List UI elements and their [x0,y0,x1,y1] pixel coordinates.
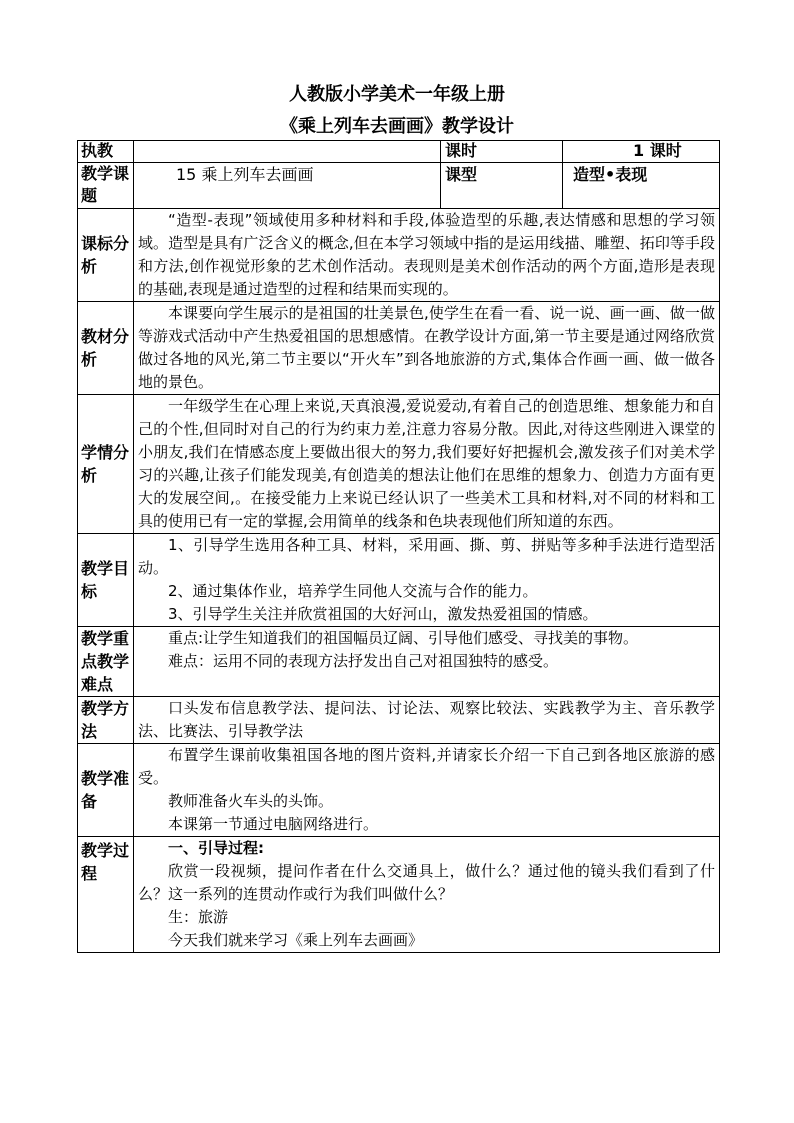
type-value: 造型•表现 [563,163,720,209]
zhunbei-row [78,744,720,837]
fangfa-text: 口头发布信息教学法、提问法、讨论法、观察比较法、实践教学为主、音乐教学法、比赛法、引导教学法 [138,699,715,740]
jiaocai-label: 教材分析 [78,302,134,395]
zhongdian-text: 重点:让学生知道我们的祖国幅员辽阔、引导他们感受、寻找美的事物。 [168,629,639,647]
guocheng-item-1: 欣赏一段视频，提问作者在什么交通具上，做什么？通过他的镜头我们看到了什么？这一系列的连贯动作或行为我们叫做什么？ [138,862,715,903]
zhongdian-label: 教学重点教学难点 [78,627,134,697]
kebiao-row [78,209,720,302]
zhongdian-row [78,627,720,697]
topic-row [78,163,720,209]
mubiao-row [78,534,720,627]
keshi-label: 课时 [441,141,563,163]
guocheng-label: 教学过程 [78,837,134,953]
jiaocai-row [78,302,720,395]
zhunbei-label: 教学准备 [78,744,134,837]
mubiao-item-3: 3、引导学生关注并欣赏祖国的大好河山，激发热爱祖国的情感。 [168,605,598,623]
kebiao-label: 课标分析 [78,209,134,302]
xueqing-text: 一年级学生在心理上来说,天真浪漫,爱说爱动,有着自己的创造思维、想象能力和自己的个性,但同时对自己的行为约束力差,注意力容易分散。因此,对待这些刚进入课堂的小朋友,我们在情感态度上要做出很大的努力,我们要好好把握机会,激发孩子们对美术学习的兴趣,让孩子们能发现美,有创造美的想法让他们在思维的想象力、创造力方面有更大的发展空间,。在接受能力上来说已经认识了一些美术工具和材料,对不同的材料和工具的使用已有一定的掌握,会用简单的线条和色块表现他们所知道的东西。 [138,397,715,530]
document-title: 人教版小学美术一年级上册 [289,84,505,105]
nandian-text: 难点：运用不同的表现方法抒发出自己对祖国独特的感受。 [168,652,559,670]
document-subtitle: 《乘上列车去画画》教学设计 [280,116,514,137]
fangfa-row [78,697,720,744]
guocheng-row [78,837,720,953]
type-label: 课型 [441,163,563,209]
fangfa-label: 教学方法 [78,697,134,744]
guocheng-item-3: 今天我们就来学习《乘上列车去画画》 [168,931,424,949]
zhunbei-item-1: 布置学生课前收集祖国各地的图片资料,并请家长介绍一下自己到各地区旅游的感受。 [138,746,715,787]
kebiao-text: “造型-表现”领域使用多种材料和手段,体验造型的乐趣,表达情感和思想的学习领域。造型是具有广泛含义的概念,但在本学习领域中指的是运用线描、雕塑、拓印等手段和方法,创作视觉形象的艺术创作活动。表现则是美术创作活动的两个方面,造形是表现的基础,表现是通过造型的过程和结果而实现的。 [138,211,715,298]
mubiao-label: 教学目标 [78,534,134,627]
topic-label: 教学课题 [78,163,134,209]
guocheng-item-2: 生：旅游 [168,908,229,926]
xueqing-label: 学情分析 [78,395,134,534]
zhijiao-label: 执教 [78,141,134,163]
guocheng-heading: 一、引导过程: [168,839,264,857]
mubiao-item-1: 1、引导学生选用各种工具、材料，采用画、撕、剪、拼贴等多种手法进行造型活动。 [138,536,715,577]
lesson-plan-table [77,140,720,953]
header-row [78,141,720,163]
zhijiao-value [134,141,441,163]
mubiao-item-2: 2、通过集体作业，培养学生同他人交流与合作的能力。 [168,582,538,600]
zhunbei-item-3: 本课第一节通过电脑网络进行。 [168,815,379,833]
zhunbei-item-2: 教师准备火车头的头饰。 [168,792,334,810]
topic-value: 15 乘上列车去画画 [134,163,441,209]
jiaocai-text: 本课要向学生展示的是祖国的壮美景色,使学生在看一看、说一说、画一画、做一做等游戏式活动中产生热爱祖国的思想感情。在教学设计方面,第一节主要是通过网络欣赏做过各地的风光,第二节主要以“开火车”到各地旅游的方式,集体合作画一画、做一做各地的景色。 [138,304,715,391]
keshi-value: 1 课时 [563,141,720,163]
xueqing-row [78,395,720,534]
